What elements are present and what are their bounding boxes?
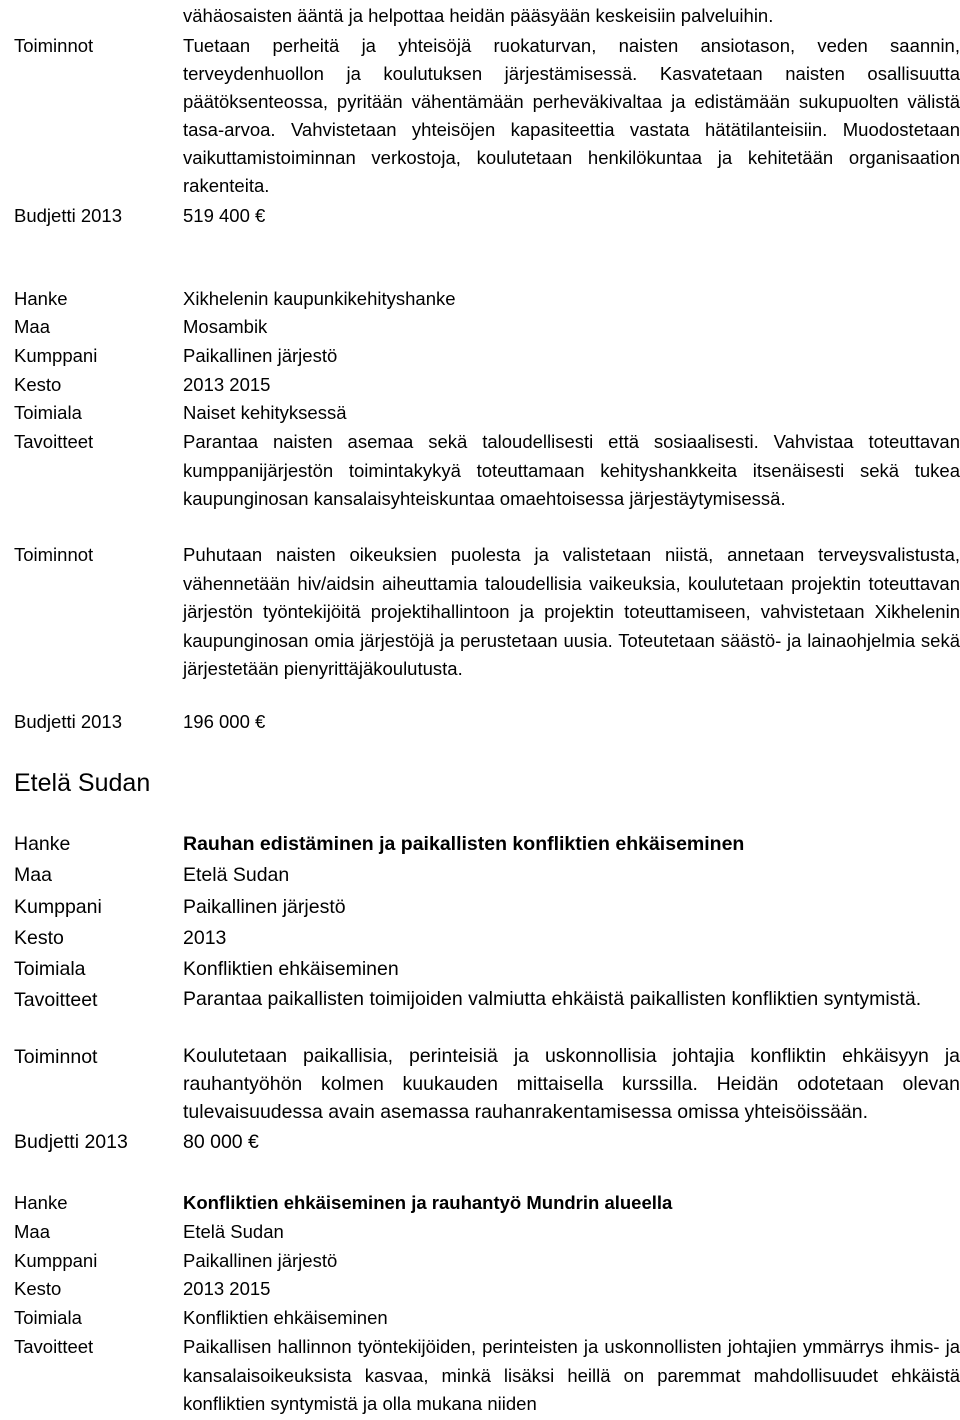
top-toiminnot-cont: vähäosaisten ääntä ja helpottaa heidän pääsyään keskeisiin palveluihin. [183, 5, 774, 26]
field-label: Tavoitteet [14, 989, 98, 1011]
field-value: Koulutetaan paikallisia, perinteisiä ja uskonnollisia johtajia konfliktin ehkäisyyn ja rauhantyöhön kolmen kuukauden mittaisella kurssilla. Heidän odotetaan olevan tulevaisuudessa avain asemassa rauhanrakentamisessa omissa yhteisöissään. [183, 1045, 960, 1123]
field-label: Kesto [14, 1278, 62, 1299]
field-label: Toiminnot [14, 1046, 98, 1068]
field-label: Hanke [14, 833, 71, 855]
section-heading: Etelä Sudan [14, 769, 151, 797]
field-value: Paikallinen järjestö [183, 896, 346, 918]
field-label: Toiminnot [14, 544, 94, 565]
field-value: 2013 [183, 927, 227, 949]
field-value: Etelä Sudan [183, 1221, 284, 1242]
field-label: Hanke [14, 288, 68, 309]
field-label: Toimiala [14, 402, 82, 423]
field-value: 2013 2015 [183, 1278, 271, 1299]
field-value: Paikallinen järjestö [183, 345, 338, 366]
field-value: Tuetaan perheitä ja yhteisöjä ruokaturvan, naisten ansiotason, veden saannin, terveydenhuollon ja koulutuksen järjestämisessä. Kasvatetaan naisten osallisuutta päätöksenteossa, pyritään vähentämään perheväkivaltaa ja edistämään sukupuolten välistä tasa-arvoa. Vahvistetaan yhteisöjen kapasiteettia vastata hätätilanteisiin. Muodostetaan vaikuttamistoiminnan verkostoja, koulutetaan henkilökuntaa ja kehitetään organisaation rakenteita. [183, 35, 960, 196]
field-value: Konfliktien ehkäiseminen ja rauhantyö Mundrin alueella [183, 1192, 673, 1213]
field-label: Toimiala [14, 958, 86, 980]
field-label: Maa [14, 1221, 50, 1242]
field-label: Budjetti 2013 [14, 205, 123, 226]
field-value: Xikhelenin kaupunkikehityshanke [183, 288, 456, 309]
field-value: Paikallinen järjestö [183, 1250, 338, 1271]
field-label: Hanke [14, 1192, 68, 1213]
field-value: Paikallisen hallinnon työntekijöiden, perinteisten ja uskonnollisten johtajien ymmärrys ihmis- ja kansalaisoikeuksista kasvaa, minkä lisäksi heillä on paremmat mahdollisuudet ehkäistä konfliktien syntymistä ja olla mukana niiden [183, 1336, 960, 1414]
field-label: Kumppani [14, 896, 102, 918]
field-value: Naiset kehityksessä [183, 402, 347, 423]
field-value: Mosambik [183, 316, 268, 337]
field-label: Toiminnot [14, 35, 94, 56]
field-label: Tavoitteet [14, 1336, 94, 1357]
field-label: Kesto [14, 927, 64, 949]
field-label: Kumppani [14, 345, 98, 366]
field-label: Tavoitteet [14, 431, 94, 452]
field-label: Kumppani [14, 1250, 98, 1271]
field-value: Konfliktien ehkäiseminen [183, 1307, 388, 1328]
field-value: 2013 2015 [183, 374, 271, 395]
field-label: Kesto [14, 374, 62, 395]
field-value: 80 000 € [183, 1131, 259, 1153]
field-value: Puhutaan naisten oikeuksien puolesta ja valistetaan niistä, annetaan terveysvalistusta, vähennetään hiv/aidsin aiheuttamia taloudellisia vaikeuksia, koulutetaan projektin toteuttavan järjestön työntekijöitä projektihallintoon ja projektin toteuttamiseen, vahvistetaan Xikhelenin kaupunginosan omia järjestöjä ja perustetaan uusia. Toteutetaan säästö- ja lainaohjelmia sekä järjestetään pienyrittäjäkoulutusta. [183, 544, 960, 679]
field-label: Toimiala [14, 1307, 82, 1328]
field-label: Maa [14, 864, 52, 886]
field-value: Konfliktien ehkäiseminen [183, 958, 399, 980]
field-value: Etelä Sudan [183, 864, 290, 886]
field-label: Maa [14, 316, 50, 337]
field-value: 196 000 € [183, 711, 266, 732]
field-value: Rauhan edistäminen ja paikallisten konfliktien ehkäiseminen [183, 833, 745, 855]
field-value: 519 400 € [183, 205, 266, 226]
field-label: Budjetti 2013 [14, 1131, 128, 1153]
field-label: Budjetti 2013 [14, 711, 123, 732]
field-value: Parantaa naisten asemaa sekä taloudellisesti että sosiaalisesti. Vahvistaa toteuttavan kumppanijärjestön toimintakykyä toteuttamaan kehityshankkeita itsenäisesti sekä tukea kaupunginosan kansalaisyhteiskuntaa omaehtoisessa järjestäytymisessä. [183, 431, 960, 509]
field-value: Parantaa paikallisten toimijoiden valmiutta ehkäistä paikallisten konfliktien syntymistä. [183, 988, 922, 1010]
